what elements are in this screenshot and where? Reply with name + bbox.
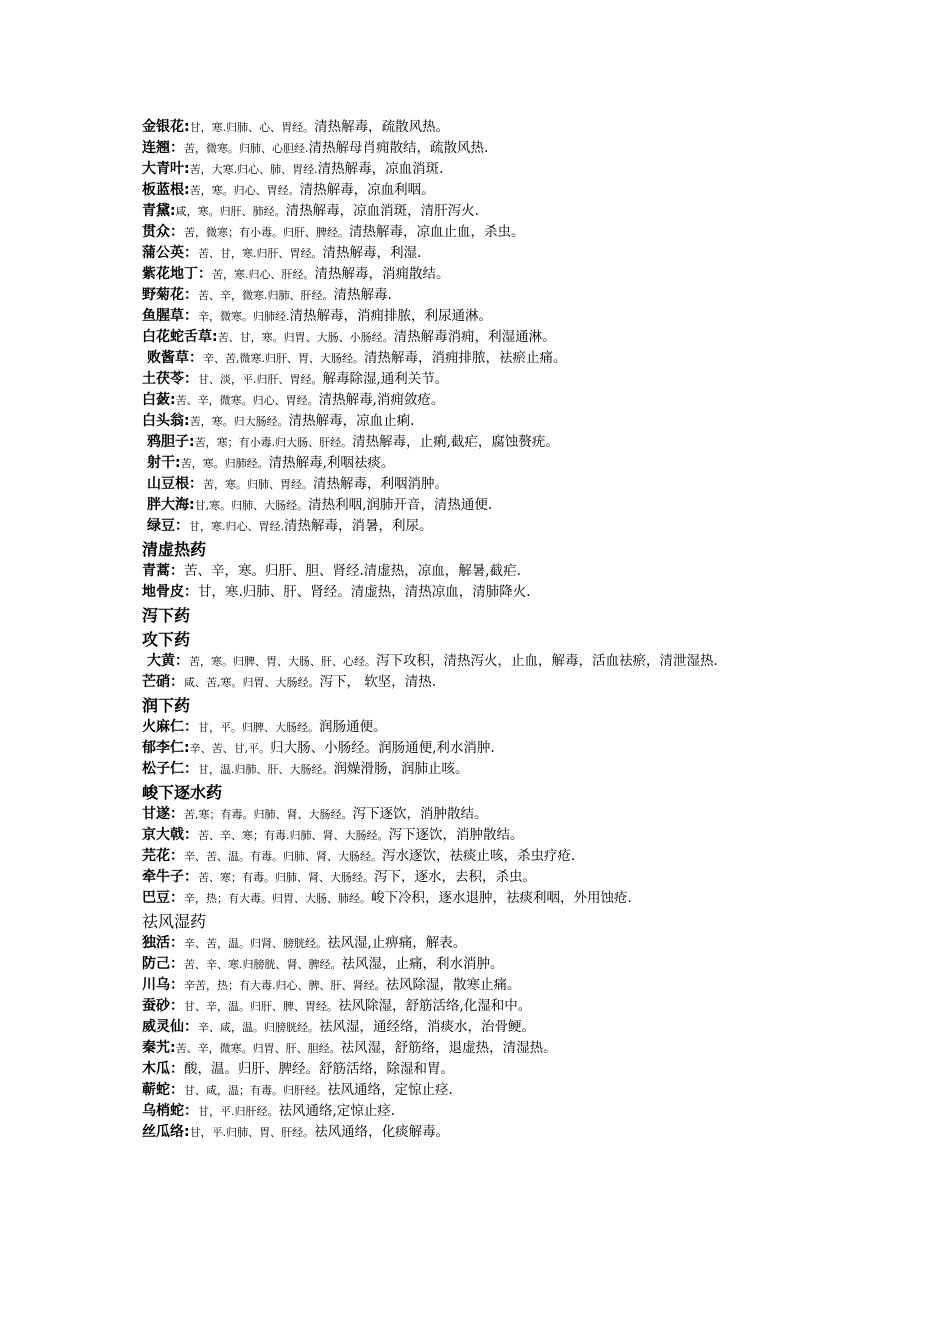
herb-effects: 清热解毒，消暑，利尿。: [284, 518, 433, 534]
herb-name: 胖大海: [147, 497, 189, 513]
herb-effects: 祛风湿，舒筋络，退虚热，清湿热。: [340, 1040, 557, 1056]
herb-separator: ：: [170, 1082, 184, 1098]
herb-entry: [142, 561, 802, 582]
herb-entry: [142, 495, 802, 516]
herb-separator: ：: [189, 350, 203, 366]
herb-properties: 苦，寒。归脾、胃、大肠、肝、心经。: [189, 655, 376, 668]
herb-entry: [142, 369, 802, 390]
herb-separator: ：: [189, 476, 203, 492]
herb-effects: 清热解毒，凉血消斑，清肝泻火.: [285, 203, 479, 219]
herb-separator: :: [184, 161, 190, 177]
herb-effects: 清热解毒,消痈敛疮。: [318, 392, 445, 408]
herb-name: 绿豆: [147, 518, 175, 534]
herb-separator: ：: [184, 827, 198, 843]
herb-separator: ：: [170, 998, 184, 1014]
herb-effects: 清热解毒，凉血消斑.: [317, 161, 444, 177]
herb-entry: [142, 846, 802, 867]
herb-entry: [142, 180, 802, 201]
herb-effects: 解毒除湿,通利关节。: [322, 371, 449, 387]
herb-entry: [142, 1059, 802, 1080]
herb-effects: 清热利咽,润肺开音，清热通便.: [308, 497, 493, 513]
herb-entry: [142, 954, 802, 975]
section-heading: 润下药: [142, 696, 191, 715]
herb-effects: 清热解毒，利咽消肿。: [313, 476, 448, 492]
herb-separator: :: [170, 392, 176, 408]
herb-properties: 辛、苦,微寒.归肝、胃、大肠经。: [203, 352, 364, 365]
herb-effects: 酸，温。归肝、脾经。舒筋活络，除湿和胃。: [184, 1061, 454, 1077]
herb-name: 土茯苓: [142, 371, 184, 387]
herb-properties: 辛苦，热；有大毒.归心、脾、肝、肾经。: [184, 979, 386, 992]
herb-entry: [142, 411, 802, 432]
herb-entry: [142, 327, 802, 348]
herb-effects: 泻下逐饮，消肿散结。: [388, 827, 524, 843]
herb-separator: ：: [170, 935, 184, 951]
section-heading: 峻下逐水药: [142, 783, 223, 802]
herb-properties: 苦，寒。归大肠经。: [189, 415, 289, 428]
herb-separator: ：: [198, 266, 212, 282]
herb-entry: [142, 1101, 802, 1122]
herb-entry: [142, 222, 802, 243]
herb-effects: 甘，寒.归肺、肝、肾经。清虚热，清热凉血，清肺降火.: [198, 584, 531, 600]
herb-name: 野菊花: [142, 287, 184, 303]
herb-properties: 苦，寒；有小毒.归大肠、肝经。: [194, 436, 353, 449]
herb-name: 白花蛇舌草: [142, 329, 212, 345]
herb-name: 鸦胆子: [147, 434, 189, 450]
herb-name: 连翘: [142, 140, 170, 156]
herb-separator: ：: [184, 287, 198, 303]
herb-entry: [142, 975, 802, 996]
herb-separator: :: [189, 497, 195, 513]
herb-separator: ：: [175, 518, 189, 534]
herb-properties: 辛、苦，温。归肾、膀胱经。: [184, 937, 327, 950]
herb-separator: ：: [170, 674, 184, 690]
herb-entry: [142, 888, 802, 909]
herb-name: 芫花: [142, 848, 170, 864]
herb-properties: 甘，寒.归肺、心、胃经。: [189, 121, 315, 134]
herb-entry: [142, 1080, 802, 1101]
herb-separator: ：: [170, 977, 184, 993]
herb-separator: :: [184, 740, 190, 756]
herb-separator: ：: [170, 956, 184, 972]
herb-properties: 辛，微寒。归肺经.: [198, 310, 290, 323]
herb-name: 川乌: [142, 977, 170, 993]
herb-entry: [142, 264, 802, 285]
herb-entry: [142, 759, 802, 780]
herb-effects: 苦、辛，寒。归肝、胆、肾经.清虚热，凉血，解暑,截疟.: [184, 563, 521, 579]
herb-separator: ：: [170, 890, 184, 906]
herb-effects: 清热解毒,利咽祛痰。: [268, 455, 395, 471]
herb-entry: [142, 996, 802, 1017]
herb-separator: ：: [184, 308, 198, 324]
herb-separator: ：: [170, 1061, 184, 1077]
herb-name: 地骨皮: [142, 584, 184, 600]
herb-effects: 泻下攻积，清热泻火，止血，解毒，活血祛瘀，清泄湿热.: [376, 653, 718, 669]
herb-effects: 清热解毒.: [333, 287, 392, 303]
herb-effects: 泻下逐饮，消肿散结。: [352, 806, 488, 822]
herb-separator: :: [170, 1040, 176, 1056]
herb-name: 贯众: [142, 224, 170, 240]
herb-entry: [142, 738, 802, 759]
herb-name: 松子仁: [142, 761, 184, 777]
herb-properties: 甘，寒.归心、胃经.: [189, 520, 284, 533]
herb-name: 防己: [142, 956, 170, 972]
herb-separator: ：: [184, 719, 198, 735]
herb-properties: 甘、淡，平.归肝、胃经。: [198, 373, 323, 386]
herb-entry: [142, 474, 802, 495]
herb-name: 大青叶: [142, 161, 184, 177]
herb-name: 金银花: [142, 119, 184, 135]
herb-separator: ：: [175, 653, 189, 669]
herb-effects: 润燥滑肠，润肺止咳。: [333, 761, 469, 777]
herb-separator: ：: [184, 371, 198, 387]
herb-separator: :: [175, 455, 181, 471]
herb-separator: :: [184, 413, 190, 429]
herb-name: 白蔹: [142, 392, 170, 408]
herb-properties: 苦，寒。归肺、胃经。: [203, 478, 313, 491]
herb-properties: 辛、咸，温。归膀胱经。: [198, 1021, 319, 1034]
herb-separator: :: [212, 329, 218, 345]
herb-properties: 甘，平.归肝经。: [198, 1105, 279, 1118]
herb-name: 射干: [147, 455, 175, 471]
herb-effects: 清热解毒，凉血止血，杀虫。: [349, 224, 525, 240]
herb-name: 威灵仙: [142, 1019, 184, 1035]
herb-name: 紫花地丁: [142, 266, 198, 282]
herb-properties: 辛、苦、甘,平。: [189, 742, 271, 755]
herb-entry: [142, 432, 802, 453]
herb-entry: [142, 717, 802, 738]
herb-effects: 峻下冷积，逐水退肿，祛痰利咽，外用蚀疮.: [371, 890, 632, 906]
herb-separator: :: [170, 203, 176, 219]
herb-name: 鱼腥草: [142, 308, 184, 324]
herb-effects: 泻下， 软坚，清热.: [319, 674, 437, 690]
herb-properties: 苦、甘，寒.归肝、胃经。: [198, 247, 323, 260]
herb-properties: 辛、苦、温。有毒。归肺、肾、大肠经。: [184, 850, 382, 863]
herb-entry: [142, 348, 802, 369]
herb-name: 芒硝: [142, 674, 170, 690]
herb-properties: 甘、咸，温；有毒。归肝经。: [184, 1084, 327, 1097]
herb-entry: [142, 867, 802, 888]
section-heading: 祛风湿药: [142, 912, 207, 931]
herb-effects: 清热解毒，消痈排脓，利尿通淋。: [289, 308, 492, 324]
herb-separator: ：: [184, 869, 198, 885]
herb-separator: :: [184, 119, 190, 135]
herb-effects: 祛风湿，止痛，利水消肿。: [341, 956, 504, 972]
herb-separator: :: [189, 434, 195, 450]
herb-name: 京大戟: [142, 827, 184, 843]
herb-effects: 祛风湿，通经络，消痰水，治骨鲠。: [319, 1019, 535, 1035]
herb-separator: ：: [184, 1103, 198, 1119]
herb-effects: 清热解毒，消痈排脓，祛瘀止痛。: [364, 350, 567, 366]
herb-entry: [142, 243, 802, 264]
herb-entry: [142, 933, 802, 954]
herb-separator: ：: [184, 761, 198, 777]
herb-name: 山豆根: [147, 476, 189, 492]
herb-properties: 苦，寒。归心、胃经。: [189, 184, 300, 197]
herb-name: 火麻仁: [142, 719, 184, 735]
herb-name: 青黛: [142, 203, 170, 219]
herb-name: 甘遂: [142, 806, 170, 822]
herb-properties: 苦,寒；有毒。归肺、肾、大肠经。: [184, 808, 353, 821]
herb-separator: ：: [184, 584, 198, 600]
herb-effects: 祛风通络,定惊止痉.: [278, 1103, 396, 1119]
herb-name: 板蓝根: [142, 182, 184, 198]
herb-entry: [142, 159, 802, 180]
herb-properties: 苦、甘，寒。归胃、大肠、小肠经。: [217, 331, 394, 344]
herb-name: 蚕砂: [142, 998, 170, 1014]
herb-effects: 祛风通络，定惊止痉.: [327, 1082, 453, 1098]
herb-properties: 苦、辛，微寒。归心、胃经。: [175, 394, 319, 407]
herb-separator: ：: [170, 224, 184, 240]
herb-properties: 甘，平。归脾、大肠经。: [198, 721, 319, 734]
herb-properties: 苦、寒；有毒。归肺、肾、大肠经。: [198, 871, 374, 884]
section-heading: 泻下药: [142, 606, 191, 625]
herb-effects: 清热解毒，止痢,截疟，腐蚀赘疣。: [352, 434, 559, 450]
herb-entry: [142, 306, 802, 327]
herb-entry: [142, 390, 802, 411]
herb-properties: 苦、辛、寒.归膀胱、肾、脾经。: [184, 958, 342, 971]
herb-effects: 清热解母肖痈散结，疏散风热.: [308, 140, 489, 156]
herb-entry: [142, 1122, 802, 1143]
herb-properties: 苦、辛、寒；有毒.归肺、肾、大肠经。: [198, 829, 389, 842]
herb-name: 乌梢蛇: [142, 1103, 184, 1119]
herb-entry: [142, 804, 802, 825]
herb-name: 木瓜: [142, 1061, 170, 1077]
herb-entry: [142, 1038, 802, 1059]
herb-entry: [142, 582, 802, 603]
herb-properties: 甘，平.归肺、胃、肝经。: [189, 1126, 315, 1139]
herb-name: 牵牛子: [142, 869, 184, 885]
herb-effects: 祛风除湿，舒筋活络,化湿和中。: [338, 998, 532, 1014]
herb-effects: 清热解毒，凉血利咽。: [299, 182, 435, 198]
herb-effects: 润肠通便。: [319, 719, 387, 735]
herb-properties: 甘，温.归肺、肝、大肠经。: [198, 763, 334, 776]
herb-entry: [142, 1017, 802, 1038]
herb-name: 白头翁: [142, 413, 184, 429]
herb-effects: 清热解毒，利湿.: [322, 245, 422, 261]
herb-entry: [142, 453, 802, 474]
herb-name: 独活: [142, 935, 170, 951]
herb-properties: 苦，微寒。归肺、心胆经.: [184, 142, 309, 155]
herb-properties: 苦，大寒.归心、肺、胃经.: [189, 163, 318, 176]
section-heading: 攻下药: [142, 630, 191, 649]
herb-properties: 甘、辛，温。归肝、脾、胃经。: [184, 1000, 338, 1013]
herb-name: 郁李仁: [142, 740, 184, 756]
herb-entry: [142, 117, 802, 138]
herb-separator: ：: [170, 848, 184, 864]
herb-entry: [142, 651, 767, 672]
herb-name: 蕲蛇: [142, 1082, 170, 1098]
herb-separator: ：: [170, 806, 184, 822]
herb-effects: 清热解毒，消痈散结。: [314, 266, 450, 282]
herb-name: 败酱草: [147, 350, 189, 366]
herb-effects: 清热解毒，凉血止痢.: [288, 413, 415, 429]
herb-name: 青蒿: [142, 563, 170, 579]
herb-properties: 辛，热；有大毒。归胃、大肠、肺经。: [184, 892, 371, 905]
herb-name: 大黄: [147, 653, 175, 669]
herb-properties: 甘,寒。归肺、大肠经。: [194, 499, 309, 512]
herb-name: 秦艽: [142, 1040, 170, 1056]
herb-entry: [142, 138, 802, 159]
herb-properties: 苦、辛，微寒。归胃、肝、胆经。: [175, 1042, 341, 1055]
herb-name: 巴豆: [142, 890, 170, 906]
herb-separator: ：: [170, 563, 184, 579]
herb-effects: 祛风除湿，散寒止痛。: [385, 977, 521, 993]
herb-effects: 泻下，逐水，去积，杀虫。: [374, 869, 536, 885]
herb-effects: 归大肠、小肠经。润肠通便,利水消肿.: [270, 740, 495, 756]
herb-properties: 苦，微寒；有小毒。归肝、脾经。: [184, 226, 349, 239]
herb-separator: :: [184, 1124, 190, 1140]
herb-effects: 祛风通络，化痰解毒。: [314, 1124, 450, 1140]
herb-entry: [142, 285, 802, 306]
herb-separator: ：: [170, 140, 184, 156]
herb-name: 丝瓜络: [142, 1124, 184, 1140]
herb-properties: 咸、苦,寒。归胃、大肠经。: [184, 676, 320, 689]
herb-name: 蒲公英: [142, 245, 184, 261]
herb-effects: 泻水逐饮，祛痰止咳，杀虫疗疮.: [382, 848, 576, 864]
herb-entry: [142, 516, 802, 537]
herb-entry: [142, 201, 802, 222]
herb-entry: [142, 672, 802, 693]
document-body: [142, 117, 802, 1143]
herb-separator: ：: [184, 1019, 198, 1035]
herb-effects: 祛风湿,止痹痛，解表。: [327, 935, 467, 951]
herb-entry: [142, 825, 802, 846]
herb-separator: ：: [184, 245, 198, 261]
herb-properties: 咸，寒。归肝、肺经。: [175, 205, 286, 218]
herb-properties: 苦，寒。归肺经。: [180, 457, 269, 470]
section-heading: 清虚热药: [142, 540, 207, 559]
herb-effects: 清热解毒，疏散风热。: [314, 119, 450, 135]
herb-properties: 苦、辛，微寒.归肺、肝经。: [198, 289, 334, 302]
herb-properties: 苦，寒.归心、肝经。: [212, 268, 315, 281]
herb-effects: 清热解毒消痈，利湿通淋。: [393, 329, 556, 345]
herb-separator: :: [184, 182, 190, 198]
